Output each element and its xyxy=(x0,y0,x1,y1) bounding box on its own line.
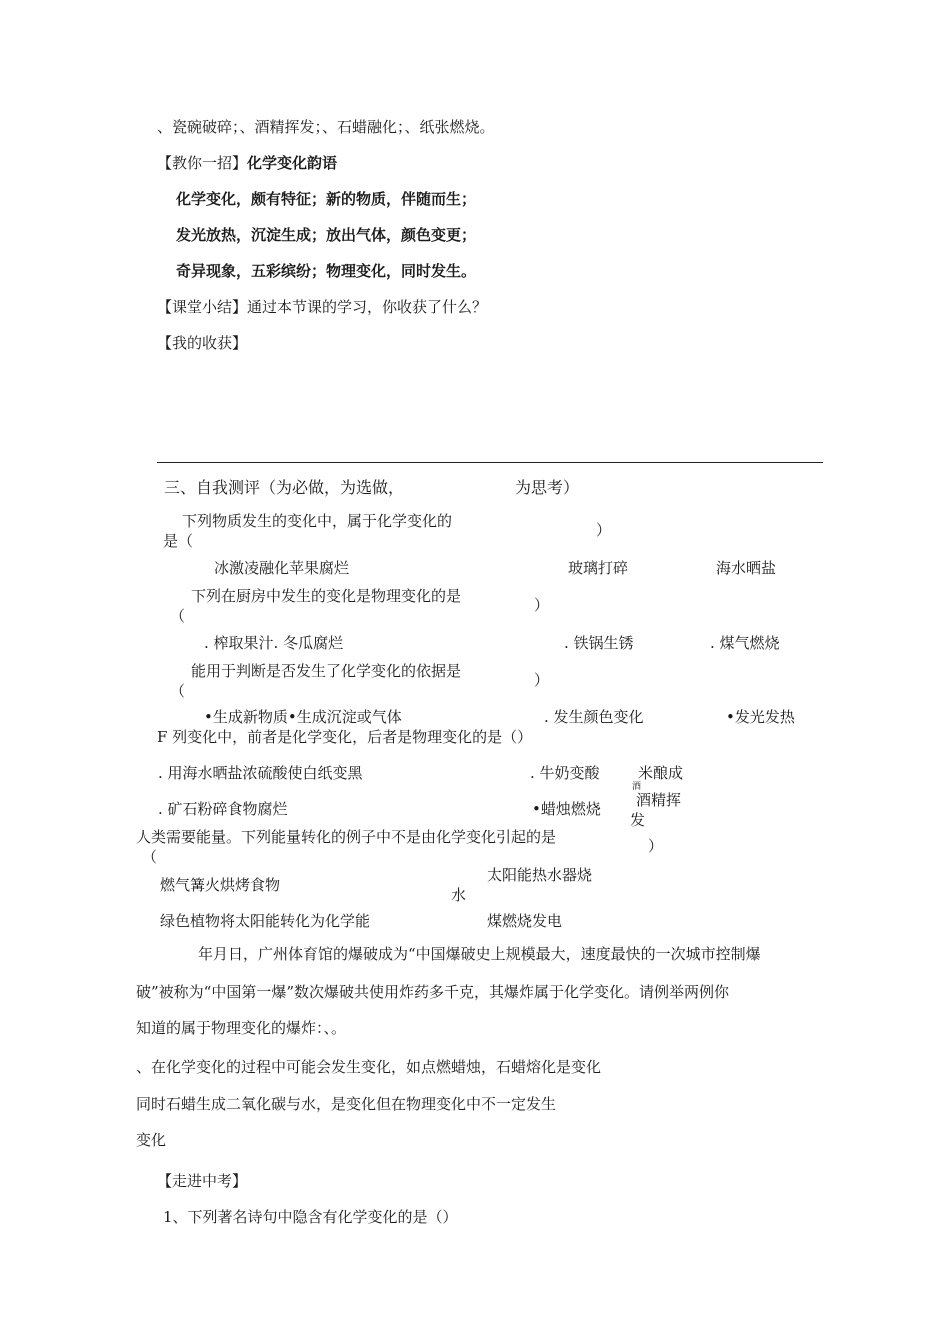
tip-title: 化学变化韵语 xyxy=(247,154,338,172)
q7-line-1: 、在化学变化的过程中可能会发生变化，如点燃蜡烛，石蜡熔化是变化 xyxy=(136,1058,602,1076)
q2-option-ab: . 榨取果汁. 冬瓜腐烂 xyxy=(204,634,344,652)
q5-close-paren: ） xyxy=(648,837,664,855)
q1-stem: 下列物质发生的变化中，属于化学变化的 xyxy=(182,512,453,530)
item-list-line: 、瓷碗破碎；、酒精挥发；、石蜡融化；、纸张燃烧。 xyxy=(157,118,495,136)
q1-option-c: 玻璃打碎 xyxy=(568,559,629,577)
section3-heading-b: 为思考） xyxy=(515,478,580,497)
q3-option-c: . 发生颜色变化 xyxy=(544,708,644,726)
q2-open-paren: （ xyxy=(170,607,186,625)
q1-stem-cont: 是（ xyxy=(163,532,194,550)
q4-option-a: . 用海水晒盐浓硫酸使白纸变黑 xyxy=(158,764,363,782)
q2-close-paren: ） xyxy=(534,596,550,614)
section3-heading-a: 三、自我测评（为必做，为选做， xyxy=(164,478,405,497)
q3-stem: 能用于判断是否发生了化学变化的依据是 xyxy=(191,662,462,680)
q4-option-b: . 牛奶变酸 xyxy=(530,764,600,782)
q7-line-3: 变化 xyxy=(136,1131,167,1149)
q1-option-d: 海水晒盐 xyxy=(716,559,777,577)
class-summary: 【课堂小结】通过本节课的学习，你收获了什么？ xyxy=(157,298,488,316)
verse-line-1: 化学变化，颇有特征；新的物质，伴随而生； xyxy=(176,190,477,208)
verse-line-2: 发光放热，沉淀生成；放出气体，颜色变更； xyxy=(176,226,477,244)
q4-option-d-rest: 酒精挥 xyxy=(636,791,682,809)
q5-option-b: 太阳能热水器烧 xyxy=(487,866,593,884)
q5-stem: 人类需要能量。下列能量转化的例子中不是由化学变化引起的是 xyxy=(136,828,557,846)
q1-close-paren: ） xyxy=(596,521,612,539)
q4-option-b-tail: 酒 xyxy=(632,782,642,792)
q2-option-d: . 煤气燃烧 xyxy=(710,634,780,652)
q3-close-paren: ） xyxy=(534,671,550,689)
verse-line-3: 奇异现象，五彩缤纷；物理变化，同时发生。 xyxy=(176,262,477,280)
q5-open-paren: （ xyxy=(142,848,158,866)
divider xyxy=(157,462,823,463)
q3-option-ab: •生成新物质•生成沉淀或气体 xyxy=(204,708,402,726)
q4-stem: F 列变化中，前者是化学变化，后者是物理变化的是（） xyxy=(157,728,533,746)
q3-open-paren: （ xyxy=(170,682,186,700)
q7-line-2: 同时石蜡生成二氧化碳与水，是变化但在物理变化中不一定发生 xyxy=(136,1095,557,1113)
q2-option-c: . 铁锅生锈 xyxy=(564,634,634,652)
tip-label: 【教你一招】 xyxy=(157,154,248,172)
q1-option-ab: 冰激凌融化苹果腐烂 xyxy=(214,559,350,577)
q5-option-b-tail: 水 xyxy=(451,886,467,904)
q4-option-c: . 矿石粉碎食物腐烂 xyxy=(158,800,288,818)
q4-option-d-tail: 发 xyxy=(630,811,646,829)
q6-line-1: 年月日，广州体育馆的爆破成为“中国爆破史上规模最大，速度最快的一次城市控制爆 xyxy=(198,945,761,963)
q5-option-a: 燃气篝火烘烤食物 xyxy=(160,876,281,894)
q2-stem: 下列在厨房中发生的变化是物理变化的是 xyxy=(191,587,462,605)
tip-heading xyxy=(157,154,337,172)
q6-line-2: 破”被称为“中国第一爆”数次爆破共使用炸药多千克，其爆炸属于化学变化。请例举两例你 xyxy=(136,983,730,1001)
my-harvest: 【我的收获】 xyxy=(157,334,248,352)
q4-option-d: •蜡烛燃烧 xyxy=(532,800,601,818)
q5-option-c: 绿色植物将太阳能转化为化学能 xyxy=(160,912,371,930)
q4-option-b-rest: 米酿成 xyxy=(638,764,684,782)
q5-option-d: 煤燃烧发电 xyxy=(487,912,563,930)
exam-q1: 1、下列著名诗句中隐含有化学变化的是（） xyxy=(163,1208,458,1226)
exam-heading: 【走进中考】 xyxy=(157,1172,248,1190)
q3-option-d: •发光发热 xyxy=(726,708,795,726)
q6-line-3: 知道的属于物理变化的爆炸：、。 xyxy=(136,1019,347,1037)
